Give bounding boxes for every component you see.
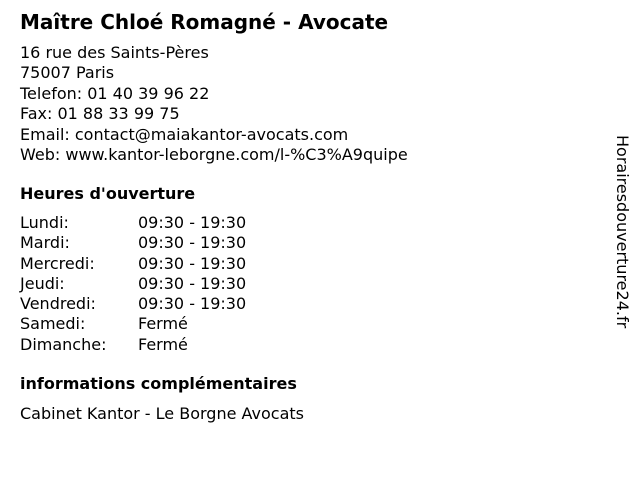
address-street: 16 rue des Saints-Pères (20, 43, 209, 62)
day-label: Jeudi: (20, 273, 65, 293)
additional-info-heading: informations complémentaires (20, 374, 297, 393)
website-url: Web: www.kantor-leborgne.com/l-%C3%A9quipe (20, 145, 408, 165)
day-label: Lundi: (20, 213, 69, 232)
email-address: Email: contact@maiakantor-avocats.com (20, 124, 349, 144)
day-label: Mardi: (20, 233, 70, 253)
day-label: Vendredi: (20, 294, 96, 314)
company-name: Cabinet Kantor - Le Borgne Avocats (20, 404, 304, 423)
contact-block (20, 43, 408, 165)
day-hours: 09:30 - 19:30 (138, 253, 247, 273)
opening-hours-table (20, 213, 246, 355)
page-title: Maître Chloé Romagné - Avocate (20, 10, 389, 34)
hours-row-thursday (20, 274, 246, 294)
day-hours: 09:30 - 19:30 (138, 233, 247, 253)
day-hours: 09:30 - 19:30 (138, 294, 247, 314)
opening-hours-heading: Heures d'ouverture (20, 184, 196, 203)
day-label: Dimanche: (20, 334, 107, 354)
hours-row-sunday (20, 335, 246, 355)
day-hours: 09:30 - 19:30 (138, 213, 247, 232)
fax-number: Fax: 01 88 33 99 75 (20, 104, 180, 124)
hours-row-wednesday (20, 254, 246, 274)
address-city: 75007 Paris (20, 63, 115, 83)
day-hours: 09:30 - 19:30 (138, 273, 247, 293)
hours-row-tuesday (20, 233, 246, 253)
day-hours: Fermé (138, 334, 188, 354)
day-label: Mercredi: (20, 253, 95, 273)
hours-row-monday (20, 213, 246, 233)
hours-row-saturday (20, 314, 246, 334)
hours-row-friday (20, 294, 246, 314)
day-hours: Fermé (138, 314, 188, 334)
site-watermark: Horairesdouverture24.fr (613, 135, 632, 329)
phone-number: Telefon: 01 40 39 96 22 (20, 83, 210, 103)
day-label: Samedi: (20, 314, 86, 334)
